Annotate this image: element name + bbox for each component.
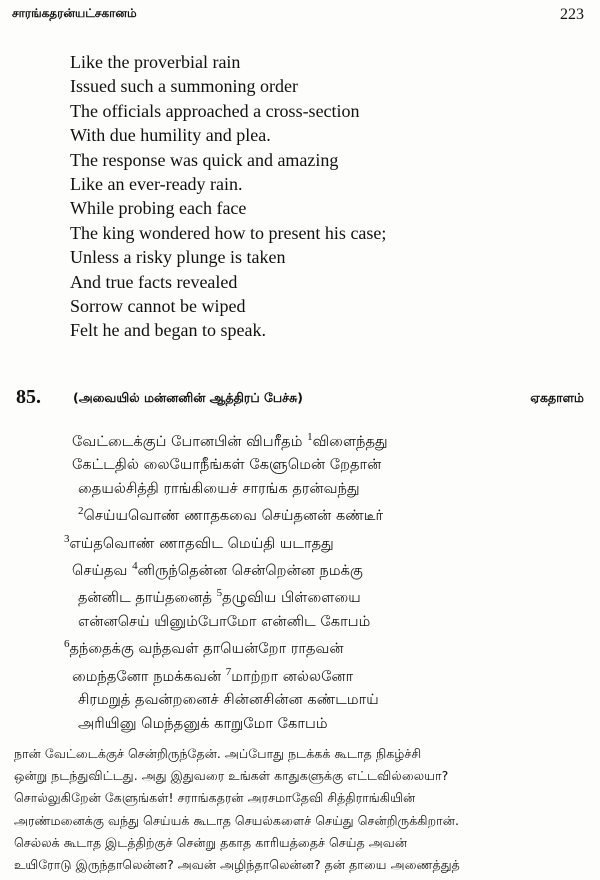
footnote-marker: 4 xyxy=(132,560,138,573)
verse-line xyxy=(0,453,388,477)
verse-line xyxy=(0,426,388,453)
poem-line: The officials approached a cross-section xyxy=(70,100,360,121)
poem-line: The king wondered how to present his case; xyxy=(70,222,387,243)
verse-line xyxy=(0,477,388,501)
footnote-marker: 5 xyxy=(216,587,223,600)
tamil-verse xyxy=(0,426,388,735)
verse-line xyxy=(0,661,388,688)
poem-line: Like an ever-ready rain. xyxy=(70,174,243,195)
tala-label: ஏகதாளம் xyxy=(530,390,584,405)
verse-text: தழுவிய பிள்ளையை xyxy=(222,589,361,607)
verse-text: செய்தவ xyxy=(72,561,133,579)
footnote-marker: 1 xyxy=(307,431,313,443)
verse-text: தந்தைக்கு வந்தவள் தாயென்றோ ராதவன் xyxy=(69,640,344,658)
poem-line: Felt he and began to speak. xyxy=(70,320,266,341)
verse-text: செய்யவொண் ணாதகவை செய்தனன் கண்டீர் xyxy=(83,507,384,525)
poem-line: Sorrow cannot be wiped xyxy=(70,296,246,317)
prose-line: உயிரோடு இருந்தாலென்ன? அவன் அழிந்தாலென்ன? தன் தாயை அணைத்துத் xyxy=(14,857,460,873)
poem-line: And true facts revealed xyxy=(70,271,238,292)
poem-line: Unless a risky plunge is taken xyxy=(70,247,286,268)
running-header xyxy=(12,6,584,28)
running-title: சாரங்கதரன்யட்சகானம் xyxy=(12,6,137,20)
verse-text: னிருந்தென்ன சென்றென்ன நமக்கு xyxy=(137,561,363,579)
verse-text: மாற்றா னல்லனோ xyxy=(231,667,354,685)
verse-line xyxy=(0,610,388,634)
verse-text: மைந்தனோ நமக்கவன் xyxy=(72,667,226,685)
prose-line: ஒன்று நடந்துவிட்டது. அது இதுவரை உங்கள் காதுகளுக்கு எட்டவில்லையா? xyxy=(14,768,449,784)
prose-line: செல்லக் கூடாத இடத்திற்குச் சென்று தகாத காரியத்தைச் செய்த அவன் xyxy=(14,834,408,850)
poem-line: Like the proverbial rain xyxy=(70,52,241,72)
verse-text: சிரமறுத் தவன்றனைச் சின்னசின்ன கண்டமாய் xyxy=(78,691,379,709)
verse-text: விளைந்தது xyxy=(312,432,388,450)
verse-line xyxy=(0,582,388,609)
footnote-marker: 2 xyxy=(78,505,84,518)
verse-line xyxy=(0,688,388,712)
footnote-marker: 6 xyxy=(64,638,70,651)
verse-line xyxy=(0,555,388,582)
verse-line xyxy=(0,528,388,555)
verse-line xyxy=(0,633,388,660)
prose-line: சொல்லுகிறேன் கேளுங்கள்! சராங்கதரன் அரசமாதேவி சித்திராங்கியின் xyxy=(14,790,416,806)
song-title: (அவையில் மன்னனின் ஆத்திரப் பேச்சு) xyxy=(73,390,303,405)
verse-text: என்னசெய் யினும்போமோ என்னிட கோபம் xyxy=(78,612,371,630)
verse-line xyxy=(0,500,388,527)
footnote-marker: 3 xyxy=(64,532,70,545)
poem-line: The response was quick and amazing xyxy=(70,149,339,170)
verse-text: அரியினு மெந்தனுக் காறுமோ கோபம் xyxy=(78,714,328,732)
prose-line: அரண்மனைக்கு வந்து செய்யக் கூடாத செயல்களைச் செய்து சென்றிருக்கிறான். xyxy=(14,812,459,828)
poem-line: Issued such a summoning order xyxy=(70,76,298,97)
footnote-marker: 7 xyxy=(225,665,232,678)
verse-line xyxy=(0,712,388,736)
poem-line: While probing each face xyxy=(70,198,247,219)
verse-text: எய்தவொண் ணாதவிட மெய்தி யடாதது xyxy=(69,534,334,552)
verse-text: தையல்சித்தி ராங்கியைச் சாரங்க தரன்வந்து xyxy=(78,479,360,497)
verse-text: கேட்டதில் லையோநீங்கள் கேளுமென் றேதான் xyxy=(72,456,382,474)
poem-line: With due humility and plea. xyxy=(70,125,271,146)
verse-text: வேட்டைக்குப் போனபின் விபரீதம் xyxy=(72,432,308,450)
song-heading xyxy=(16,386,584,416)
verse-text: தன்னிட தாய்தனைத் xyxy=(78,589,217,607)
prose-line: நான் வேட்டைக்குச் சென்றிருந்தேன். அப்போது நடக்கக் கூடாத நிகழ்ச்சி xyxy=(14,746,422,761)
page-number: 223 xyxy=(560,6,584,23)
english-poem xyxy=(70,50,386,343)
prose-commentary xyxy=(14,743,588,876)
song-number: 85. xyxy=(16,386,41,408)
